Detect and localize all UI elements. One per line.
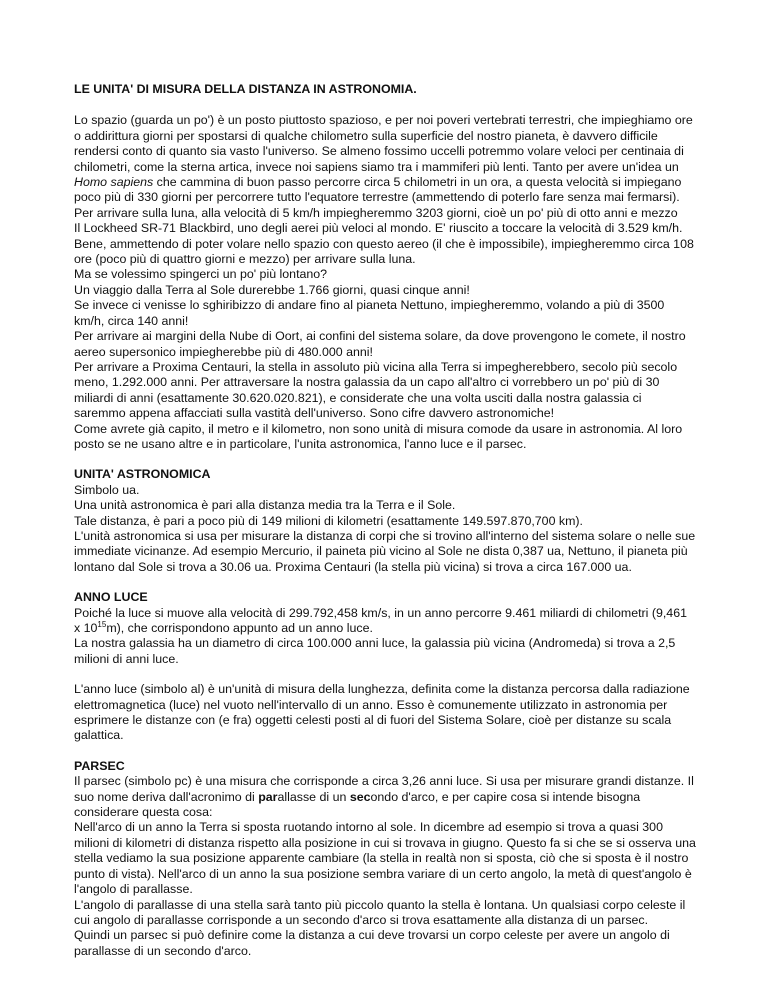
intro-section — [74, 113, 696, 452]
pc-text: Il parsec (simbolo pc) è una misura che corrisponde a circa 3,26 anni luce. Si usa per misurare grandi distanze. Il suo nome deriva dall'acronimo di — [74, 774, 694, 804]
intro-paragraph-3: Bene, ammettendo di poter volare nello spazio con questo aereo (il che è impossibile), impiegheremmo circa 108 ore (poco più di quattro giorni e mezzo) per arrivare sulla luna. — [74, 236, 694, 267]
pc-paragraph-2: Nell'arco di un anno la Terra si sposta ruotando intorno al sole. In dicembre ad esempio si trova a quasi 300 milioni di kilometri di distanza rispetto alla posizione in cui si trovava in giugno. Questo fa si che se si osserva una stella vediamo la sua posizione apparente cambiare (la stella in realtà non si sposta, ciò che si sposta è il nostro punto di vista). Nell'arco di un anno la sua posizione sembra variare di un certo angolo, la metà di quest'angolo è l'angolo di parallasse. — [74, 820, 696, 897]
homo-sapiens-term: Homo sapiens — [74, 175, 154, 190]
au-paragraph-2: Una unità astronomica è pari alla distanza media tra la Terra e il Sole. — [74, 498, 456, 513]
intro-paragraph-6: Se invece ci venisse lo sghiribizzo di andare fino al pianeta Nettuno, impiegheremmo, volando a più di 3500 km/h, circa 140 anni! — [74, 298, 665, 328]
au-paragraph-4: L'unità astronomica si usa per misurare la distanza di corpi che si trovino all'interno del sistema solare o nelle sue immediate vicinanze. Ad esempio Mercurio, il paineta più vicino al Sole ne dista 0,387 ua, Nettuno, il pianeta più lontano dal Sole si trova a 30.06 ua. Proxima Centauri (la stella più vicina) si trova a circa 167.000 ua. — [74, 528, 696, 574]
au-heading: UNITA' ASTRONOMICA — [74, 467, 211, 482]
ly-text: Poiché la luce si muove alla velocità di 299.792,458 km/s, in un anno percorre 9.461 miliardi di chilometri (9,461 x 10 — [74, 605, 687, 635]
pc-paragraph-4: Quindi un parsec si può definire come la distanza a cui deve trovarsi un corpo celeste per avere un angolo di parallasse di un secondo d'arco. — [74, 928, 670, 958]
intro-paragraph-8: Per arrivare a Proxima Centauri, la stella in assoluto più vicina alla Terra si impegherebbero, secolo più secolo meno, 1.292.000 anni. Per attraversare la nostra galassia da un capo all'altro ci vorrebbero un po' più di 30 miliardi di anni (esattamente 30.620.020.821), e considerate che una volta usciti dalla nostra galassia ci saremmo appena affacciati sulla vastità dell'universo. Sono cifre davvero astronomiche! — [74, 359, 678, 421]
intro-paragraph-4: Ma se volessimo spingerci un po' più lontano? — [74, 267, 328, 282]
pc-paragraph-1 — [74, 774, 696, 820]
ly-section — [74, 590, 696, 667]
intro-text: che cammina di buon passo percorre circa 5 chilometri in un ora, a questa velocità si impiegano poco più di 330 giorni per percorrere tutto l'equatore terrestre (ammettendo di poterlo fare senza mai fermarsi). Per arrivare sulla luna, alla velocità di 5 km/h impiegheremmo 3203 giorni, cioè un po' più di otto anni e mezzo — [74, 175, 682, 220]
intro-paragraph-2: Il Lockheed SR-71 Blackbird, uno degli aerei più veloci al mondo. E' riuscito a toccare la velocità di 3.529 km/h. — [74, 221, 683, 236]
acronym-par: par — [258, 789, 278, 804]
pc-text: allasse di un — [277, 789, 350, 804]
pc-text: ondo d'arco, e per capire cosa si intende bisogna considerare questa cosa: — [74, 789, 641, 820]
acronym-sec: sec — [349, 789, 371, 804]
intro-paragraph-5: Un viaggio dalla Terra al Sole durerebbe 1.766 giorni, quasi cinque anni! — [74, 282, 470, 297]
intro-paragraph-9: Come avrete già capito, il metro e il kilometro, non sono unità di misura comode da usare in astronomia. Al loro posto se ne usano altre e in particolare, l'unita astronomica, l'anno luce e il parsec. — [74, 421, 683, 451]
ly-paragraph-3: L'anno luce (simbolo al) è un'unità di misura della lunghezza, definita come la distanza percorsa dalla radiazione elettromagnetica (luce) nel vuoto nell'intervallo di un anno. Esso è comunemente utilizzato in astronomia per esprimere le distanze con (e fra) oggetti celesti posti al di fuori del Sistema Solare, cioè per distanze su scala galattica. — [74, 682, 690, 743]
au-paragraph-3: Tale distanza, è pari a poco più di 149 milioni di kilometri (esattamente 149.597.870,700 km). — [74, 513, 583, 528]
pc-section — [74, 759, 696, 959]
au-paragraph-1: Simbolo ua. — [74, 482, 140, 497]
pc-paragraph-3: L'angolo di parallasse di una stella sarà tanto più piccolo quanto la stella è lontana. Un qualsiasi corpo celeste il cui angolo di parallasse corrisponde a un secondo d'arco si trova esattamente alla distanza di un parsec. — [74, 897, 686, 927]
intro-paragraph-7: Per arrivare ai margini della Nube di Oort, ai confini del sistema solare, da dove provengono le comete, il nostro aereo supersonico impiegherebbe più di 480.000 anni! — [74, 329, 686, 359]
au-section — [74, 467, 696, 575]
ly-paragraph-2: La nostra galassia ha un diametro di circa 100.000 anni luce, la galassia più vicina (Andromeda) si trova a 2,5 milioni di anni luce. — [74, 636, 676, 666]
ly-paragraph-1 — [74, 606, 696, 637]
ly-definition-section — [74, 682, 696, 744]
intro-text: Lo spazio (guarda un po') è un posto piuttosto spazioso, e per noi poveri vertebrati terrestri, che impieghiamo ore o addirittura giorni per spostarsi di qualche chilometro sulla superficie del nostro pianeta, è davvero difficile rendersi conto di quanto sia vasto l'universo. Se almeno fossimo uccelli potremmo volare veloci per centinaia di chilometri, come la sterna artica, invece noi sapiens siamo tra i mammiferi più lenti. Tanto per avere un'idea un — [74, 113, 693, 174]
pc-heading: PARSEC — [74, 758, 125, 773]
exponent: 15 — [97, 619, 107, 629]
document-title: LE UNITA' DI MISURA DELLA DISTANZA IN ASTRONOMIA. — [74, 82, 417, 96]
intro-paragraph-1 — [74, 113, 696, 221]
ly-heading: ANNO LUCE — [74, 590, 148, 605]
ly-text: m), che corrispondono appunto ad un anno luce. — [106, 621, 373, 635]
